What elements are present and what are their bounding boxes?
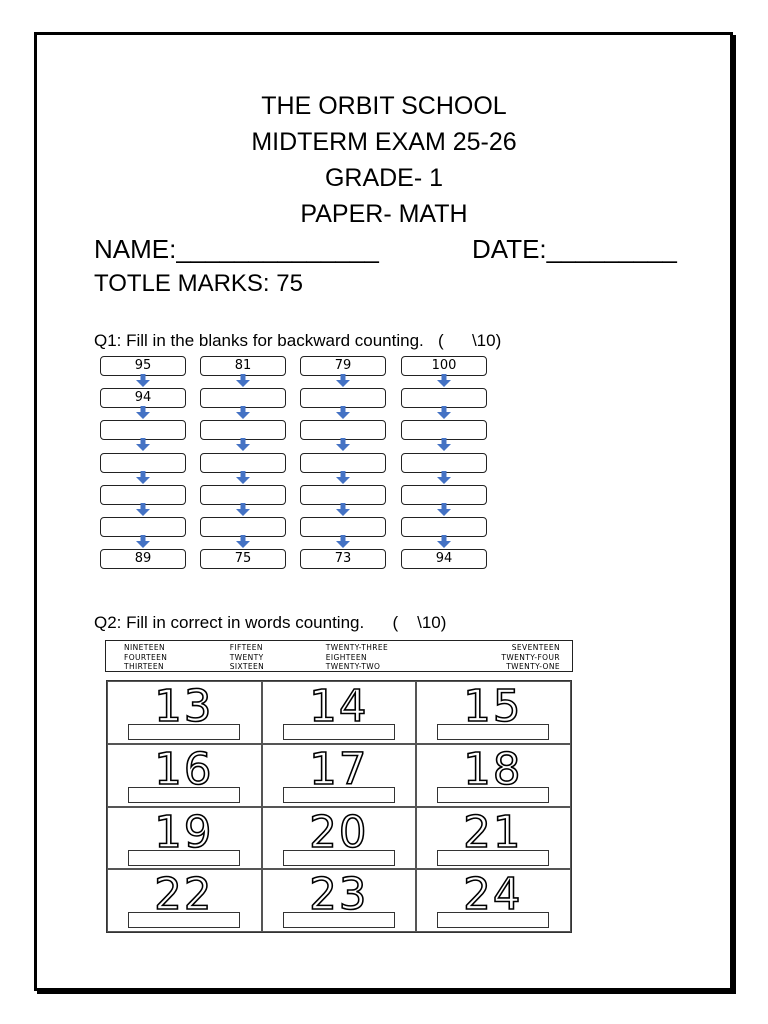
outline-number (417, 745, 570, 789)
down-arrow-shape (336, 406, 350, 419)
down-arrow-shape (437, 503, 451, 516)
word-bank-item: SEVENTEEN (511, 643, 560, 652)
total-marks: TOTLE MARKS: 75 (94, 270, 303, 297)
down-arrow-shape (437, 471, 451, 484)
number-outline-text: 22 (154, 870, 214, 915)
word-bank-item: TWENTY-ONE (506, 662, 560, 671)
down-arrow-shape (136, 374, 150, 387)
down-arrow-icon (136, 535, 150, 548)
number-outline-text: 18 (463, 744, 523, 789)
word-bank-item: TWENTY-THREE (325, 643, 389, 652)
down-arrow-shape (236, 374, 250, 387)
down-arrow-icon (236, 471, 250, 484)
number-cell (107, 744, 262, 807)
outline-number (263, 682, 416, 726)
outline-number (263, 870, 416, 914)
count-box-blank[interactable] (401, 517, 487, 537)
number-outline-text: 19 (154, 807, 214, 852)
number-outline-text: 20 (308, 807, 369, 852)
name-field[interactable]: NAME:______________ (94, 234, 379, 264)
number-cell (262, 681, 417, 744)
number-cell (416, 681, 571, 744)
count-box-blank[interactable] (100, 420, 186, 440)
outline-number (108, 870, 261, 914)
down-arrow-icon (437, 471, 451, 484)
down-arrow-shape (437, 535, 451, 548)
outline-number (417, 682, 570, 726)
count-box-blank[interactable] (401, 453, 487, 473)
answer-box[interactable] (437, 724, 549, 740)
count-box: 95 (100, 356, 186, 376)
count-box-blank[interactable] (200, 420, 286, 440)
answer-box[interactable] (128, 787, 240, 803)
down-arrow-icon (336, 503, 350, 516)
down-arrow-shape (136, 535, 150, 548)
down-arrow-icon (236, 374, 250, 387)
down-arrow-icon (437, 406, 451, 419)
exam-title: MIDTERM EXAM 25-26 (251, 128, 517, 156)
count-box: 100 (401, 356, 487, 376)
word-bank (105, 640, 573, 672)
down-arrow-icon (437, 503, 451, 516)
answer-box[interactable] (283, 912, 395, 928)
down-arrow-shape (437, 406, 451, 419)
down-arrow-shape (336, 535, 350, 548)
number-cell (416, 869, 571, 932)
count-box: 73 (300, 549, 386, 569)
word-bank-column (326, 643, 451, 672)
school-name: THE ORBIT SCHOOL (261, 92, 507, 120)
down-arrow-shape (236, 535, 250, 548)
answer-box[interactable] (283, 724, 395, 740)
word-bank-item: TWENTY-TWO (325, 662, 381, 671)
down-arrow-shape (336, 503, 350, 516)
word-bank-item: TWENTY-FOUR (501, 652, 560, 662)
number-cell (262, 744, 417, 807)
outline-number (263, 745, 416, 789)
paper-label: PAPER- MATH (300, 200, 468, 228)
down-arrow-icon (136, 374, 150, 387)
number-cell (262, 869, 417, 932)
word-bank-column (230, 643, 326, 672)
down-arrow-icon (336, 471, 350, 484)
count-box-blank[interactable] (300, 485, 386, 505)
down-arrow-shape (136, 438, 150, 451)
down-arrow-icon (336, 374, 350, 387)
count-box-blank[interactable] (300, 388, 386, 408)
number-cell (262, 807, 417, 870)
down-arrow-shape (136, 406, 150, 419)
outline-number (417, 870, 570, 914)
grade-label: GRADE- 1 (324, 164, 444, 192)
count-box-blank[interactable] (401, 485, 487, 505)
down-arrow-shape (336, 374, 350, 387)
answer-box[interactable] (128, 724, 240, 740)
number-cell (416, 744, 571, 807)
down-arrow-icon (136, 438, 150, 451)
count-box-blank[interactable] (100, 453, 186, 473)
number-outline-text: 16 (154, 744, 214, 789)
word-bank-item: FIFTEEN (229, 643, 263, 652)
answer-box[interactable] (283, 850, 395, 866)
answer-box[interactable] (437, 912, 549, 928)
word-bank-item: FOURTEEN (124, 652, 168, 662)
number-grid (106, 680, 572, 933)
count-box-blank[interactable] (300, 517, 386, 537)
down-arrow-icon (236, 503, 250, 516)
word-bank-column (451, 643, 566, 672)
count-box-blank[interactable] (200, 485, 286, 505)
count-box-blank[interactable] (200, 517, 286, 537)
count-box-blank[interactable] (200, 453, 286, 473)
count-box-blank[interactable] (401, 388, 487, 408)
number-outline-text: 17 (308, 744, 369, 789)
outline-number (417, 808, 570, 852)
count-box: 94 (401, 549, 487, 569)
down-arrow-icon (437, 438, 451, 451)
down-arrow-icon (437, 535, 451, 548)
number-cell (416, 807, 571, 870)
down-arrow-icon (236, 535, 250, 548)
number-cell (107, 869, 262, 932)
count-box: 89 (100, 549, 186, 569)
word-bank-item: SIXTEEN (229, 662, 265, 671)
answer-box[interactable] (128, 850, 240, 866)
down-arrow-shape (437, 374, 451, 387)
count-box-blank[interactable] (300, 453, 386, 473)
down-arrow-icon (136, 503, 150, 516)
answer-box[interactable] (283, 787, 395, 803)
outline-number (263, 808, 416, 852)
date-field[interactable]: DATE:_________ (472, 234, 677, 264)
number-outline-text: 24 (463, 870, 523, 915)
word-bank-item: TWENTY (229, 652, 264, 662)
down-arrow-icon (136, 406, 150, 419)
count-box-blank[interactable] (100, 485, 186, 505)
down-arrow-shape (437, 438, 451, 451)
down-arrow-icon (336, 535, 350, 548)
down-arrow-shape (236, 503, 250, 516)
count-box-blank[interactable] (401, 420, 487, 440)
outline-number (108, 808, 261, 852)
number-cell (107, 807, 262, 870)
down-arrow-icon (236, 406, 250, 419)
number-cell (107, 681, 262, 744)
answer-box[interactable] (437, 850, 549, 866)
q1-prompt: Q1: Fill in the blanks for backward counting. ( \10) (94, 331, 502, 350)
word-bank-item: EIGHTEEN (325, 652, 368, 662)
count-box-blank[interactable] (300, 420, 386, 440)
down-arrow-icon (336, 438, 350, 451)
outline-number (108, 745, 261, 789)
count-box-blank[interactable] (200, 388, 286, 408)
down-arrow-icon (236, 438, 250, 451)
word-bank-column (124, 643, 230, 672)
number-outline-text: 14 (308, 682, 369, 726)
count-box: 79 (300, 356, 386, 376)
count-box: 94 (100, 388, 186, 408)
word-bank-item: THIRTEEN (124, 662, 164, 671)
q2-prompt: Q2: Fill in correct in words counting. ( \10) (94, 613, 447, 632)
count-box-blank[interactable] (100, 517, 186, 537)
down-arrow-shape (236, 471, 250, 484)
answer-box[interactable] (128, 912, 240, 928)
number-outline-text: 23 (308, 870, 369, 915)
number-outline-text: 13 (154, 682, 214, 726)
number-outline-text: 15 (463, 682, 523, 726)
number-outline-text: 21 (463, 807, 523, 852)
count-box: 81 (200, 356, 286, 376)
answer-box[interactable] (437, 787, 549, 803)
down-arrow-icon (336, 406, 350, 419)
down-arrow-icon (437, 374, 451, 387)
down-arrow-shape (136, 471, 150, 484)
down-arrow-shape (336, 471, 350, 484)
down-arrow-icon (136, 471, 150, 484)
down-arrow-shape (136, 503, 150, 516)
count-box: 75 (200, 549, 286, 569)
down-arrow-shape (236, 438, 250, 451)
down-arrow-shape (336, 438, 350, 451)
outline-number (108, 682, 261, 726)
down-arrow-shape (236, 406, 250, 419)
word-bank-item: NINETEEN (124, 643, 166, 652)
